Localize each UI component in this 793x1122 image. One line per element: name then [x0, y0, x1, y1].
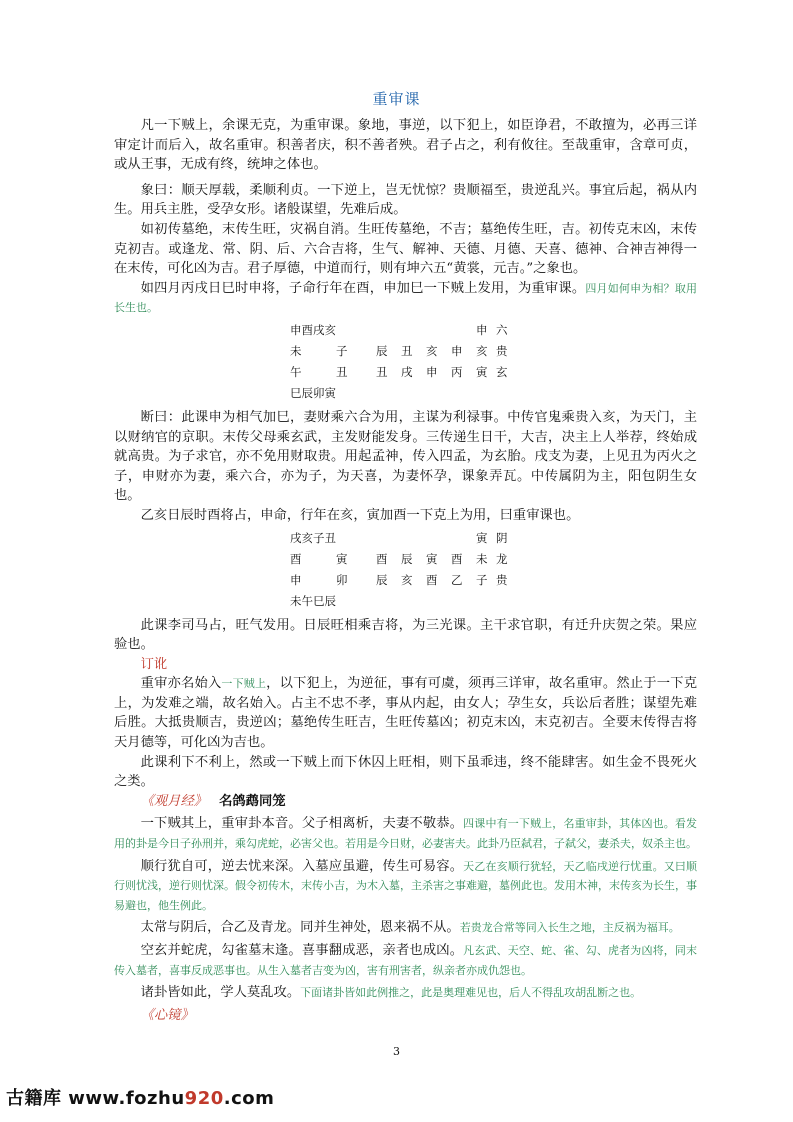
site-watermark	[6, 1084, 274, 1110]
xiang-paragraph: 象曰：顺天厚载，柔顺利贞。一下逆上，岂无忧惊？贵顺福至，贵逆乱兴。事宜后起，祸从内生。用兵主胜，受孕女形。诸般谋望，先难后成。	[114, 182, 697, 218]
xinjing-heading	[114, 1006, 697, 1026]
chart-cell: 酉	[290, 551, 302, 566]
chart-cell: 丑	[401, 343, 413, 358]
chart-cell: 辰	[376, 572, 388, 587]
chart-cell: 卯	[336, 572, 348, 587]
chart-cell: 申	[476, 322, 488, 337]
dingshuo-heading: 订讹	[140, 656, 168, 672]
site-url-prefix: www.fozhu	[68, 1088, 185, 1109]
verse-text: 一下贼其上，重审卦本音。父子相离析，夫妻不敬恭。	[140, 816, 464, 832]
chart-cell: 寅	[476, 364, 488, 379]
chart-cell: 亥	[426, 343, 438, 358]
chart-row	[114, 341, 697, 362]
chart-row	[114, 549, 697, 570]
book-subtitle: 名鸽鹉同笼	[219, 793, 286, 809]
verse-note: 四课中有一下贼上，名重审卦，其体凶也。看发用的卦是今日子孙刑并，乘勾虎蛇，必害父也。若用是今日财，必妻害夫。此卦乃臣弑君，子弑父，妻杀夫，奴杀主也。	[114, 817, 698, 851]
ruchuan-paragraph: 如初传墓绝，末传生旺，灾祸自消。生旺传墓绝，不吉；墓绝传生旺，吉。初传克末凶，末传克初吉。或逢龙、常、阴、后、六合吉将，生气、解神、天德、月德、天喜、德神、合神吉神得一在末传，可化凶为吉。君子厚德，中道而行，则有坤六五“黄裳，元吉。”之象也。	[114, 221, 697, 277]
example2-duan: 此课李司马占，旺气发用。日辰旺相乘吉将，为三光课。主干求官职，有迁升庆贺之荣。果应验也。	[114, 617, 697, 653]
example1-text: 如四月丙戌日巳时申将，子命行年在酉，申加巳一下贼上发用，为重审课。	[140, 280, 586, 296]
chart-cell: 未	[290, 343, 302, 358]
chart-cell: 乙	[451, 572, 463, 587]
verse-paragraph	[114, 941, 697, 980]
verse-note: 天乙在亥顺行犹轻，天乙临戌逆行忧重。又曰顺行则忧浅，逆行则忧深。假令初传木，末传小吉，为木入墓，主杀害之事难避，墓例此也。发用木神，末传亥为长生，事易避也，他生例此。	[114, 859, 698, 912]
chart-cell: 龙	[496, 551, 508, 566]
chart-cell: 申酉戌亥	[290, 322, 336, 337]
chart-row	[114, 570, 697, 591]
chart-cell: 寅	[476, 530, 488, 545]
chart-cell: 亥	[401, 572, 413, 587]
chart-cell: 寅	[336, 551, 348, 566]
dingshuo-p1-rest: ，以下犯上，为逆征，事有可虞，须再三详审，故名重审。然止于一下克上，为发难之端，故名始入。占主不忠不孝，事从内起，由女人；孕生女，兵讼后者胜；谋望先难后胜。大抵贵顺吉，贵逆凶；墓绝传生旺吉，生旺传墓凶；初克末凶，末克初吉。全要末传得吉将天月德等，可化凶为吉也。	[114, 676, 698, 751]
chart-cell: 巳辰卯寅	[290, 385, 336, 400]
chart-cell: 丑	[336, 364, 348, 379]
verse-note: 若贵龙合常等同入长生之地，主反祸为福耳。	[459, 921, 680, 935]
example2-chart	[114, 528, 697, 612]
verse-paragraph	[114, 857, 697, 916]
chart-cell: 申	[451, 343, 463, 358]
dingshuo-p1-note: 一下贼上	[221, 677, 267, 691]
intro-paragraph: 凡一下贼上，余课无克，为重审课。象地，事逆，以下犯上，如臣诤君，不敢擅为，必再三详审定计而后入，故名重审。积善者庆，积不善者殃。君子占之，利有攸往。至哉重审，含章可贞，或从王事，无成有终，统坤之体也。	[114, 118, 697, 173]
verse-text: 顺行犹自可，逆去忧来深。入墓应虽避，传生可易容。	[140, 858, 464, 874]
chart-cell: 寅	[426, 551, 438, 566]
chart-cell: 子	[336, 343, 348, 358]
verse-paragraph	[114, 918, 697, 938]
chart-row	[114, 528, 697, 549]
example1-paragraph	[114, 279, 697, 318]
example2-paragraph: 乙亥日辰时酉将占，申命，行年在亥，寅加酉一下克上为用，曰重审课也。	[140, 507, 580, 523]
chart-cell: 子	[476, 572, 488, 587]
chart-row	[114, 383, 697, 404]
verse-text: 诸卦皆如此，学人莫乱攻。	[140, 985, 301, 1001]
verse-note: 下面诸卦皆如此例推之，此是奥理难见也，后人不得乱攻胡乱断之也。	[300, 986, 642, 1000]
chart-row	[114, 591, 697, 612]
page-title: 重审课	[372, 90, 421, 108]
chart-cell: 丙	[451, 364, 463, 379]
chart-cell: 六	[496, 322, 508, 337]
dingshuo-p1-start: 重审亦名始入	[140, 676, 222, 692]
example1-duan: 断曰：此课申为相气加巳，妻财乘六合为用，主谋为利禄事。中传官鬼乘贵入亥，为天门，主以财纳官的京职。末传父母乘玄武，主发财能发身。三传递生日干，大吉，决主上人举荐，终始成就高贵。为子求官，亦不免用财取贵。用起孟神，传入四孟，为玄胎。戌支为妻，上见丑为丙火之子，申财亦为妻，乘六合，亦为子，为天喜，为妻怀孕，课象弄瓦。中传属阴为主，阳包阴生女也。	[114, 409, 697, 504]
verse-note: 凡玄武、天空、蛇、雀、勾、虎者为凶将，同末传入墓者，喜事反成恶事也。从生入墓者吉变为凶，害有刑害者，纵亲者亦成仇怨也。	[114, 944, 698, 977]
chart-cell: 午	[290, 364, 302, 379]
chart-cell: 丑	[376, 364, 388, 379]
chart-cell: 戌亥子丑	[290, 530, 336, 545]
chart-cell: 辰	[401, 551, 413, 566]
chart-cell: 贵	[496, 572, 508, 587]
dingshuo-paragraph-1	[114, 674, 697, 752]
chart-cell: 贵	[496, 343, 508, 358]
chart-cell: 申	[290, 572, 302, 587]
site-name: 古籍库	[6, 1088, 62, 1109]
chart-cell: 戌	[401, 364, 413, 379]
chart-cell: 亥	[476, 343, 488, 358]
chart-cell: 酉	[451, 551, 463, 566]
site-url-highlight: 920	[184, 1088, 224, 1109]
chart-cell: 未	[476, 551, 488, 566]
chart-cell: 酉	[376, 551, 388, 566]
verse-text: 太常与阴后，合乙及青龙。同并生神处，恩来祸不从。	[140, 920, 460, 936]
example1-note: 四月如何申为相？取用长生也。	[114, 281, 698, 315]
xinjing-title: 《心镜》	[140, 1007, 194, 1023]
chart-cell: 酉	[426, 572, 438, 587]
chart-row	[114, 362, 697, 383]
page-number: 3	[393, 1045, 400, 1058]
chart-cell: 辰	[376, 343, 388, 358]
book-title: 《观月经》	[140, 793, 208, 809]
chart-cell: 阴	[496, 530, 508, 545]
chart-cell: 未午巳辰	[290, 593, 336, 608]
chart-row	[114, 320, 697, 341]
site-url-suffix: .com	[223, 1088, 275, 1109]
verse-text: 空玄并蛇虎，勾雀墓末逢。喜事翻成恶，亲者也成凶。	[140, 943, 464, 958]
example1-chart	[114, 320, 697, 404]
verse-paragraph	[114, 983, 697, 1003]
guanyue-heading	[114, 792, 697, 812]
verse-paragraph	[114, 814, 697, 853]
chart-cell: 申	[426, 364, 438, 379]
document-body	[114, 116, 697, 1025]
chart-cell: 玄	[496, 364, 508, 379]
dingshuo-paragraph-2: 此课利下不利上，然或一下贼上而下休囚上旺相，则下虽乖违，终不能肆害。如生金不畏死火之类。	[114, 754, 697, 790]
